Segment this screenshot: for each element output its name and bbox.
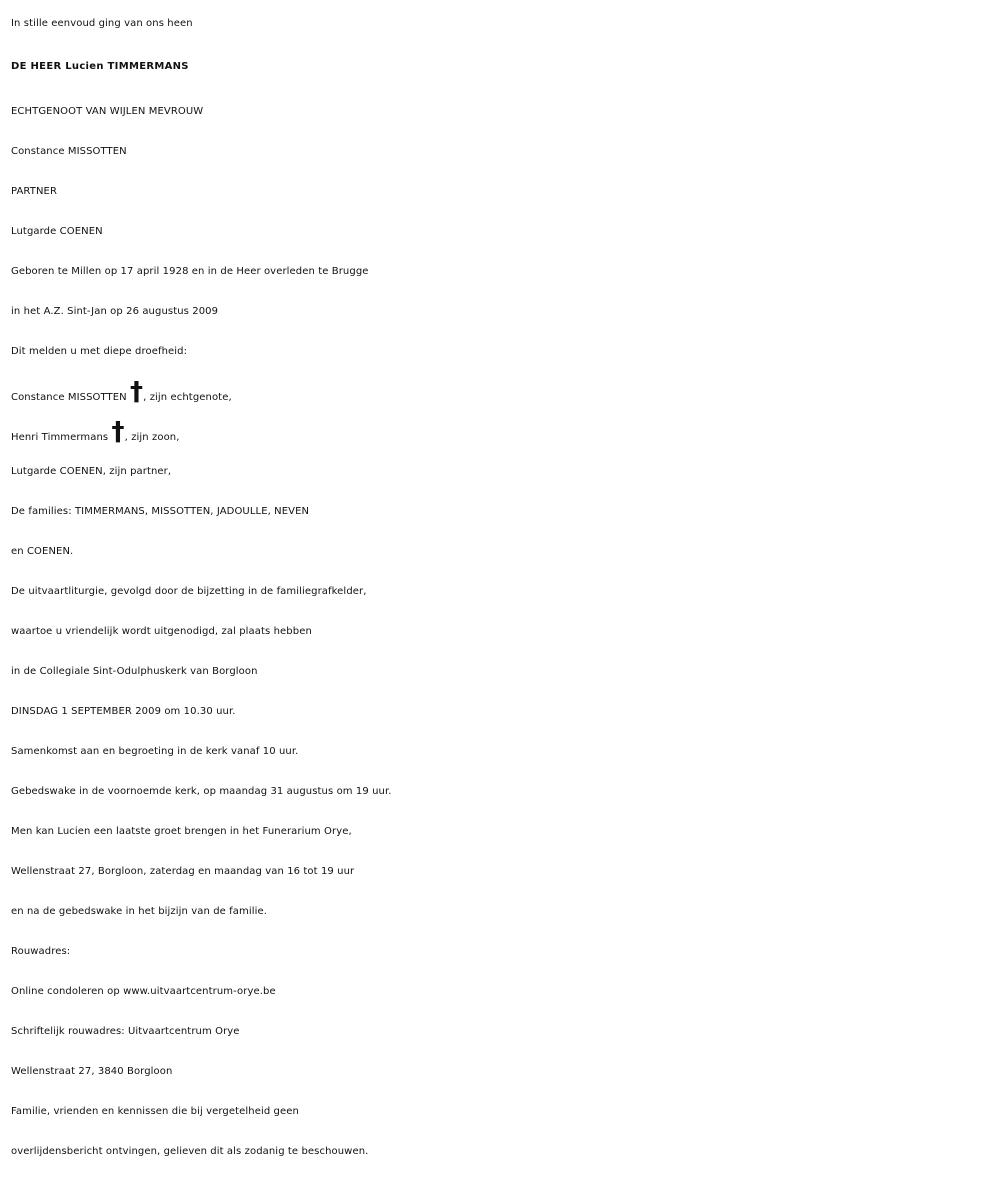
birth-line-2: in het A.Z. Sint-Jan op 26 augustus 2009 [11, 306, 219, 317]
mourner-2-name: Henri Timmermans [11, 432, 112, 443]
cross-icon: † [111, 417, 125, 447]
intro-line: In stille eenvoud ging van ons heen [11, 18, 193, 29]
vigil-line: Gebedswake in de voornoemde kerk, op maandag 31 augustus om 19 uur. [11, 786, 392, 797]
announce-intro: Dit melden u met diepe droefheid: [11, 346, 188, 357]
mourner-1-name: Constance MISSOTTEN [11, 392, 131, 403]
families-line-2: en COENEN. [11, 546, 74, 557]
spouse-name: Constance MISSOTTEN [11, 146, 127, 157]
funeral-line-2: waartoe u vriendelijk wordt uitgenodigd, zal plaats hebben [11, 626, 312, 637]
families-line-1: De families: TIMMERMANS, MISSOTTEN, JADOULLE, NEVEN [11, 506, 310, 517]
mourner-2-role: , zijn zoon, [124, 432, 180, 443]
deceased-name: DE HEER Lucien TIMMERMANS [11, 61, 189, 72]
visit-line-1: Men kan Lucien een laatste groet brengen in het Funerarium Orye, [11, 826, 352, 837]
gathering-line: Samenkomst aan en begroeting in de kerk vanaf 10 uur. [11, 746, 299, 757]
spouse-heading: ECHTGENOOT VAN WIJLEN MEVROUW [11, 106, 204, 117]
online-condolence-line: Online condoleren op www.uitvaartcentrum-orye.be [11, 986, 276, 997]
partner-name: Lutgarde COENEN [11, 226, 103, 237]
visit-line-3: en na de gebedswake in het bijzijn van de familie. [11, 906, 268, 917]
mourner-line-3: Lutgarde COENEN, zijn partner, [11, 466, 172, 477]
street-address-line: Wellenstraat 27, 3840 Borgloon [11, 1066, 173, 1077]
written-address-line: Schriftelijk rouwadres: Uitvaartcentrum Orye [11, 1026, 240, 1037]
mourner-line-1 [11, 372, 996, 412]
closing-line-1: Familie, vrienden en kennissen die bij vergetelheid geen [11, 1106, 299, 1117]
mourner-1-role: , zijn echtgenote, [143, 392, 232, 403]
address-heading: Rouwadres: [11, 946, 71, 957]
visit-line-2: Wellenstraat 27, Borgloon, zaterdag en maandag van 16 tot 19 uur [11, 866, 355, 877]
cross-icon: † [130, 377, 144, 407]
funeral-date: DINSDAG 1 SEPTEMBER 2009 om 10.30 uur. [11, 706, 236, 717]
mourner-line-2 [11, 412, 996, 452]
funeral-line-3: in de Collegiale Sint-Odulphuskerk van Borgloon [11, 666, 258, 677]
closing-line-2: overlijdensbericht ontvingen, gelieven dit als zodanig te beschouwen. [11, 1146, 369, 1157]
funeral-line-1: De uitvaartliturgie, gevolgd door de bijzetting in de familiegrafkelder, [11, 586, 367, 597]
obituary-notice [11, 6, 996, 1172]
birth-line-1: Geboren te Millen op 17 april 1928 en in de Heer overleden te Brugge [11, 266, 369, 277]
partner-heading: PARTNER [11, 186, 58, 197]
